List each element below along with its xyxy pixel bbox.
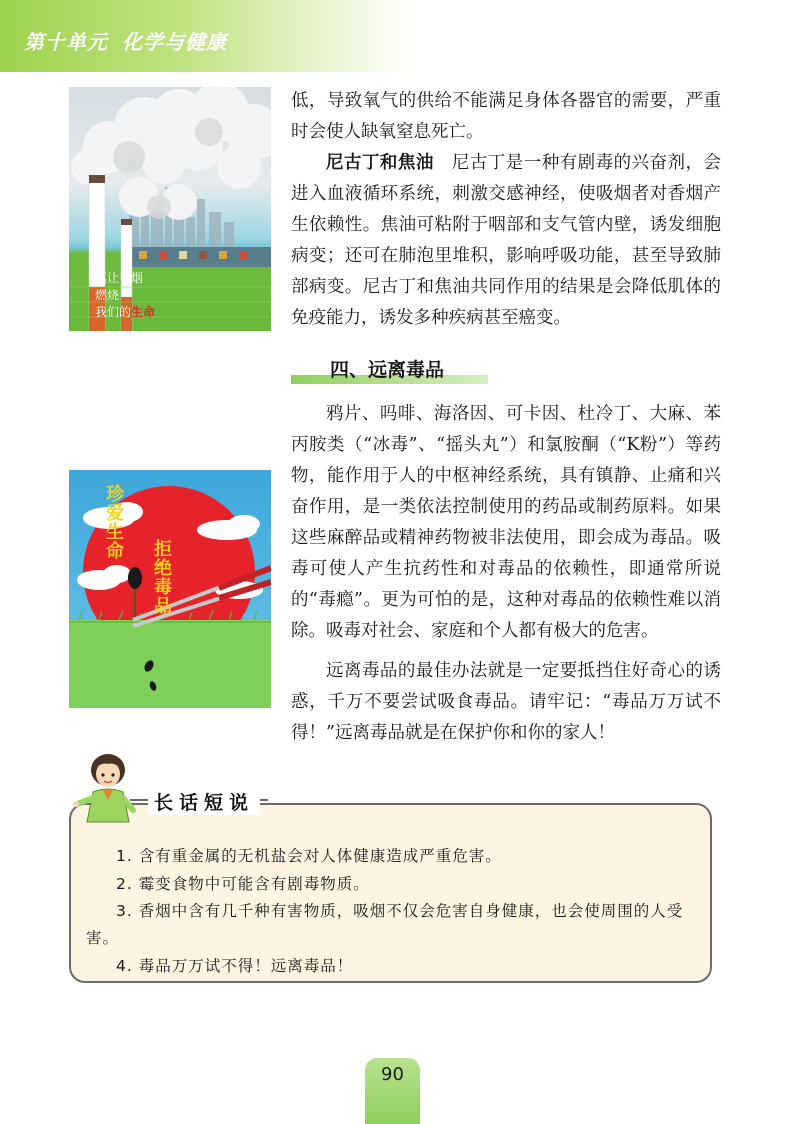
caption-line1: 莫让香烟 [95,271,144,285]
summary-item-4: 4. 毒品万万试不得！远离毒品！ [116,957,354,975]
nicotine-paragraph [291,148,721,334]
caption-line3 [95,304,265,321]
smoking-poster-caption [95,270,265,321]
unit-header [24,26,227,55]
page-number: 90 [381,1064,404,1085]
caption-line2: 燃烧 [95,288,120,302]
summary-item-3: 3. 香烟中含有几千种有害物质，吸烟不仅会危害自身健康，也会使周围的人受害。 [86,902,684,947]
summary-item-1: 1. 含有重金属的无机盐会对人体健康造成严重危害。 [116,847,502,865]
nicotine-body: 尼古丁是一种有剧毒的兴奋剂，会进入血液循环系统，刺激交感神经，使吸烟者对香烟产生依赖性。焦油可粘附于咽部和支气管内壁，诱发细胞病变；还可在肺泡里堆积，影响呼吸功能，甚至导致肺部病变。尼古丁和焦油共同作用的结果是会降低肌体的免疫能力，诱发多种疾病甚至癌变。 [291,153,722,328]
unit-number: 第十单元 [24,30,108,54]
summary-item-2: 2. 霉变食物中可能含有剧毒物质。 [116,875,370,893]
caption-life-word: 生命 [131,305,156,319]
unit-title: 化学与健康 [122,30,227,54]
anti-drug-slogan-1: 珍爱生命 [106,484,124,562]
caption-line3-prefix: 我们的 [95,305,132,319]
drugs-paragraph-2: 远离毒品的最佳办法就是一定要抵挡住好奇心的诱惑，千万不要尝试吸食毒品。请牢记：“毒品万万试不得！”远离毒品就是在保护你和你的家人！ [291,661,721,743]
summary-heading: 长话短说 [148,788,260,815]
anti-drug-slogan-2: 拒绝毒品 [154,539,172,617]
continuation-paragraph: 低，导致氧气的供给不能满足身体各器官的需要，严重时会使人缺氧窒息死亡。 [291,91,721,142]
cartoon-girl-icon [73,748,143,828]
section-heading: 四、远离毒品 [330,359,445,381]
nicotine-term: 尼古丁和焦油 [326,153,434,173]
drugs-paragraph-1: 鸦片、吗啡、海洛因、可卡因、杜冷丁、大麻、苯丙胺类（“冰毒”、“摇头丸”）和氯胺酮（“K粉”）等药物，能作用于人的中枢神经系统，具有镇静、止痛和兴奋作用，是一类依法控制使用的药品或制药原料。如果这些麻醉品或精神药物被非法使用，即会成为毒品。吸毒可使人产生抗药性和对毒品的依赖性，即通常所说的“毒瘾”。更为可怕的是，这种对毒品的依赖性难以消除。吸毒对社会、家庭和个人都有极大的危害。 [291,404,721,641]
